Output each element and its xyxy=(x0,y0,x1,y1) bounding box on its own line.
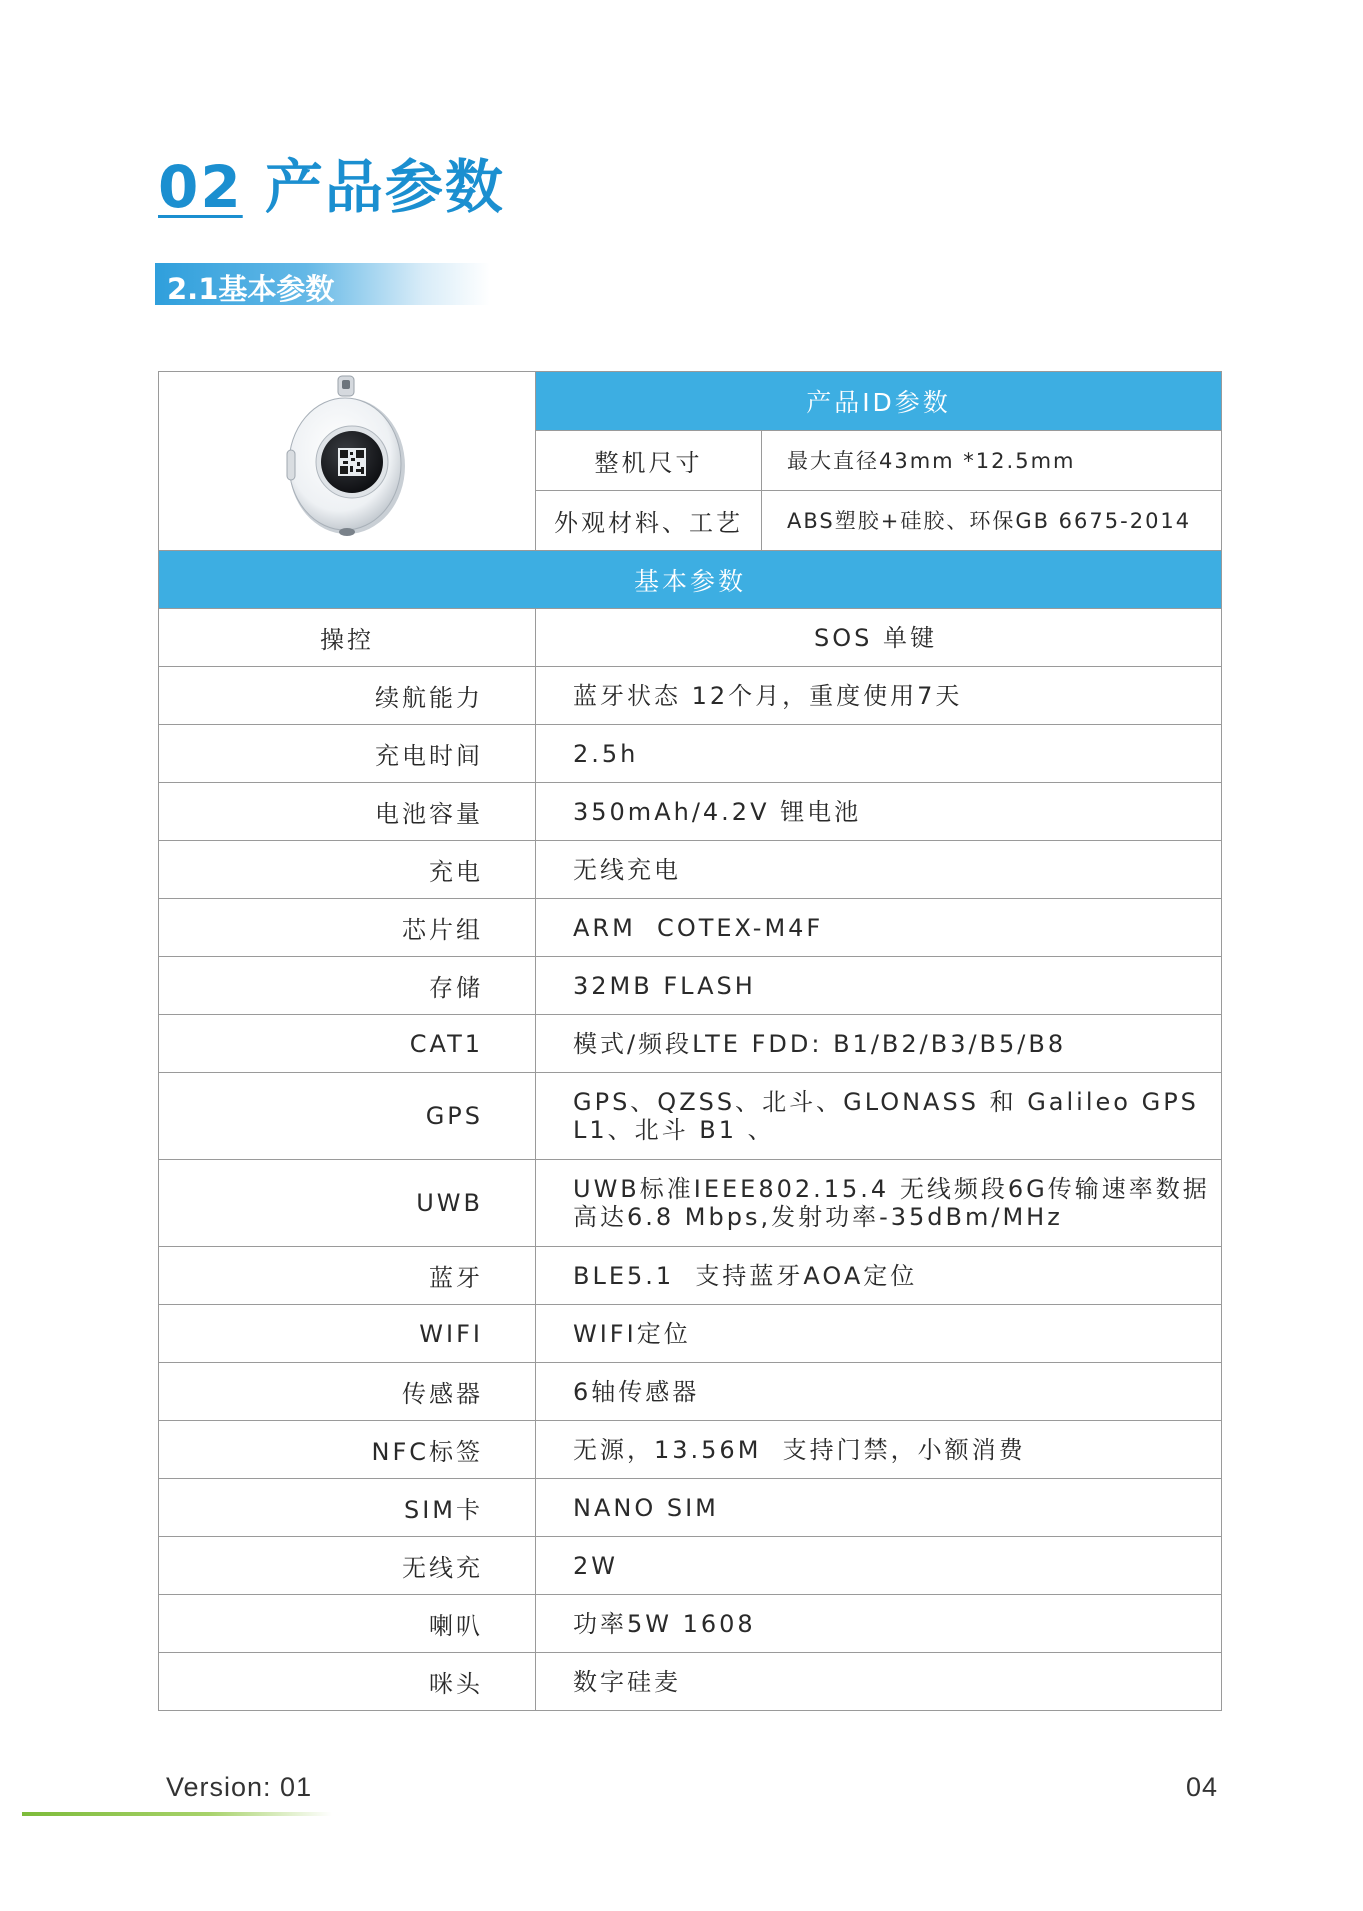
table-row xyxy=(159,1479,1222,1537)
spec-value: SOS 单键 xyxy=(536,609,1222,667)
table-row xyxy=(159,1363,1222,1421)
spec-key: 咪头 xyxy=(159,1653,536,1711)
spec-key: 无线充 xyxy=(159,1537,536,1595)
table-row xyxy=(159,1073,1222,1160)
table-row xyxy=(159,1015,1222,1073)
spec-value: 2.5h xyxy=(536,725,1222,783)
spec-value: 6轴传感器 xyxy=(536,1363,1222,1421)
spec-value: 蓝牙状态 12个月，重度使用7天 xyxy=(536,667,1222,725)
subheading-bar xyxy=(155,263,490,305)
id-key-material: 外观材料、工艺 xyxy=(536,490,762,550)
basic-section-header: 基本参数 xyxy=(159,551,1222,609)
spec-value: 无源，13.56M 支持门禁，小额消费 xyxy=(536,1421,1222,1479)
subheading: 2.1基本参数 xyxy=(167,272,335,306)
table-row xyxy=(159,1595,1222,1653)
spec-key: GPS xyxy=(159,1073,536,1160)
page-title xyxy=(158,140,505,224)
section-title: 产品参数 xyxy=(264,153,505,221)
spec-value: NANO SIM xyxy=(536,1479,1222,1537)
section-number: 02 xyxy=(158,153,243,221)
spec-key: 电池容量 xyxy=(159,783,536,841)
spec-key: 续航能力 xyxy=(159,667,536,725)
product-image xyxy=(277,372,417,544)
id-key-size: 整机尺寸 xyxy=(536,430,762,490)
table-row xyxy=(159,899,1222,957)
spec-value: 数字硅麦 xyxy=(536,1653,1222,1711)
spec-key: CAT1 xyxy=(159,1015,536,1073)
table-row xyxy=(159,783,1222,841)
spec-key: 充电时间 xyxy=(159,725,536,783)
id-value-size: 最大直径43mm *12.5mm xyxy=(762,430,1222,490)
id-value-material: ABS塑胶+硅胶、环保GB 6675-2014 xyxy=(762,490,1222,550)
spec-key: NFC标签 xyxy=(159,1421,536,1479)
spec-value: WIFI定位 xyxy=(536,1305,1222,1363)
table-row xyxy=(159,1247,1222,1305)
spec-key: 蓝牙 xyxy=(159,1247,536,1305)
footer-divider xyxy=(22,1812,332,1816)
spec-key: 充电 xyxy=(159,841,536,899)
spec-key: 操控 xyxy=(159,609,536,667)
spec-key: 存储 xyxy=(159,957,536,1015)
table-row xyxy=(159,1421,1222,1479)
spec-value: 功率5W 1608 xyxy=(536,1595,1222,1653)
spec-value: 无线充电 xyxy=(536,841,1222,899)
spec-key: WIFI xyxy=(159,1305,536,1363)
spec-key: 芯片组 xyxy=(159,899,536,957)
table-row xyxy=(159,841,1222,899)
spec-key: 传感器 xyxy=(159,1363,536,1421)
table-row xyxy=(159,957,1222,1015)
spec-value: BLE5.1 支持蓝牙AOA定位 xyxy=(536,1247,1222,1305)
spec-value: ARM COTEX-M4F xyxy=(536,899,1222,957)
table-row xyxy=(159,1537,1222,1595)
footer-version: Version: 01 xyxy=(166,1772,313,1802)
spec-key: UWB xyxy=(159,1160,536,1247)
table-row xyxy=(159,1160,1222,1247)
spec-value: UWB标准IEEE802.15.4 无线频段6G传输速率数据高达6.8 Mbps,发射功率-35dBm/MHz xyxy=(536,1160,1222,1247)
product-image-cell xyxy=(159,372,536,551)
table-row xyxy=(159,1305,1222,1363)
spec-key: SIM卡 xyxy=(159,1479,536,1537)
id-section-header: 产品ID参数 xyxy=(536,372,1222,431)
table-row xyxy=(159,609,1222,667)
table-row xyxy=(159,725,1222,783)
page-number: 04 xyxy=(1186,1772,1219,1802)
spec-value: 模式/频段LTE FDD: B1/B2/B3/B5/B8 xyxy=(536,1015,1222,1073)
spec-value: GPS、QZSS、北斗、GLONASS 和 Galileo GPS L1、北斗 B1 、 xyxy=(536,1073,1222,1160)
spec-value: 2W xyxy=(536,1537,1222,1595)
spec-value: 350mAh/4.2V 锂电池 xyxy=(536,783,1222,841)
table-row xyxy=(159,667,1222,725)
spec-table xyxy=(158,371,1222,1711)
spec-value: 32MB FLASH xyxy=(536,957,1222,1015)
spec-key: 喇叭 xyxy=(159,1595,536,1653)
table-row xyxy=(159,1653,1222,1711)
